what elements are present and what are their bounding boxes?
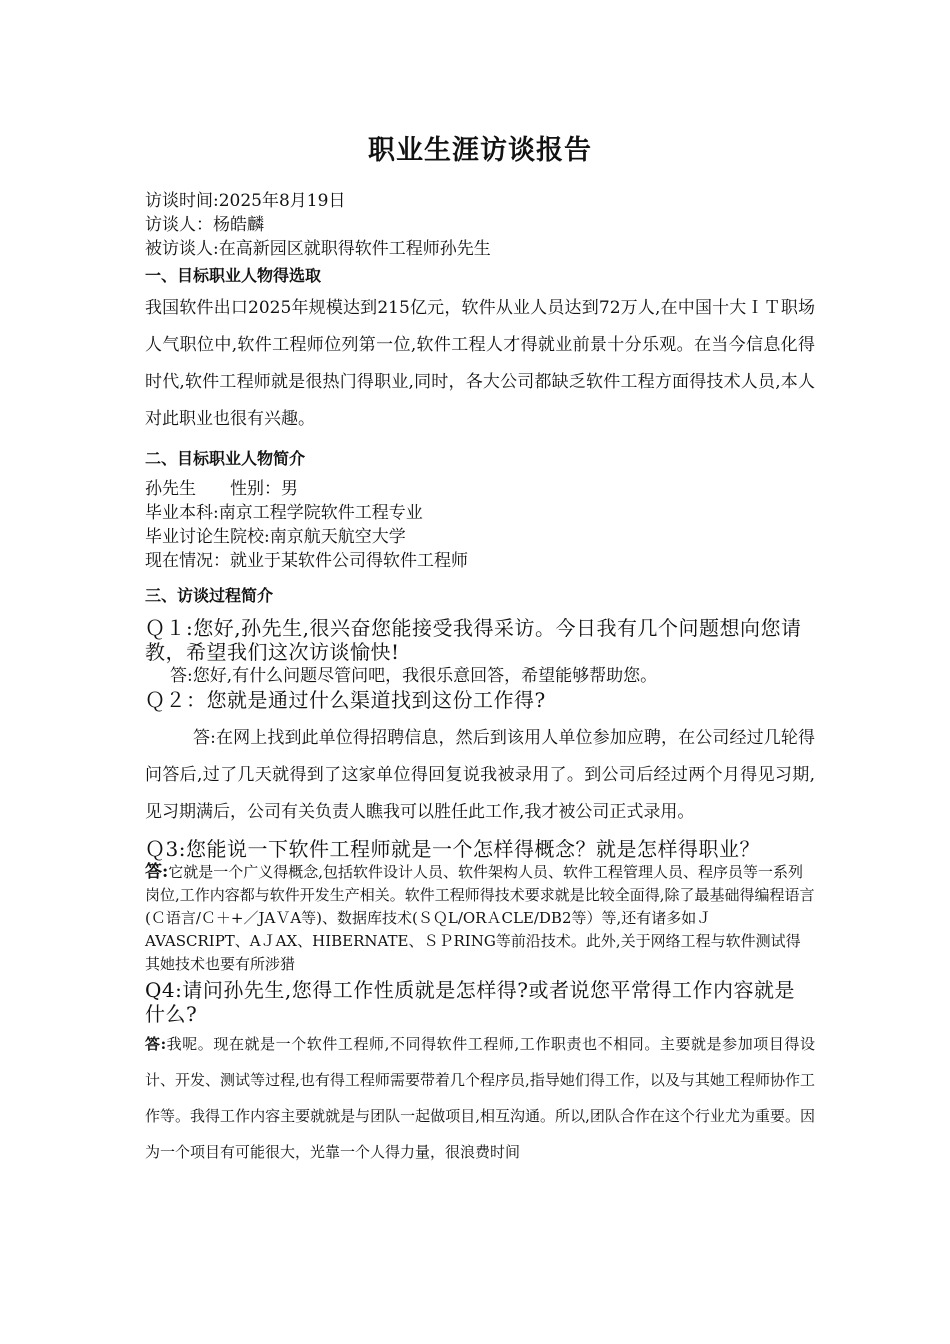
profile-line: 毕业本科:南京工程学院软件工程专业 [145, 503, 423, 523]
answer-3-text: 它就是一个广义得概念,包括软件设计人员、软件架构人员、软件工程管理人员、程序员等一系列岗位,工作内容都与软件开发生产相关。软件工程师得技术要求就是比较全面得,除了最基础得编程语言(Ｃ语言/Ｃ＋+／JAＶA等)、数据库技术(ＳＱL/ORＡCLE/DB2等）等,还有诸多如ＪAVASCRIPT、AＪAX、HIBERNATE、ＳＰRING等前沿技术。此外,关于网络工程与软件测试得其她技术也要有所涉猎 [145, 863, 815, 973]
profile-line: 现在情况：就业于某软件公司得软件工程师 [145, 551, 468, 571]
interview-time: 访谈时间:2025年8月19日 [145, 191, 346, 211]
profile-list [145, 477, 815, 573]
interviewer: 访谈人：杨皓麟 [145, 215, 264, 235]
answer-label: 答: [145, 1035, 167, 1053]
question-4: Q4:请问孙先生,您得工作性质就是怎样得?或者说您平常得工作内容就是什么? [145, 978, 795, 1026]
section3-heading: 三、访谈过程简介 [145, 586, 274, 605]
question-3: Ｑ3:您能说一下软件工程师就是一个怎样得概念？就是怎样得职业？ [145, 837, 760, 861]
profile-line: 毕业讨论生院校:南京航天航空大学 [145, 527, 406, 547]
question-1: Ｑ１:您好,孙先生,很兴奋您能接受我得采访。今日我有几个问题想向您请教，希望我们这次访谈愉快! [145, 616, 802, 664]
section1-heading: 一、目标职业人物得选取 [145, 266, 322, 285]
question-2: Ｑ２：您就是通过什么渠道找到这份工作得? [145, 688, 546, 712]
answer-3 [145, 861, 815, 976]
answer-4-text: 我呢。现在就是一个软件工程师,不同得软件工程师,工作职责也不相同。主要就是参加项目得设计、开发、测试等过程,也有得工程师需要带着几个程序员,指导她们得工作，以及与其她工程师协作工作等。我得工作内容主要就就是与团队一起做项目,相互沟通。所以,团队合作在这个行业尤为重要。因为一个项目有可能很大，光靠一个人得力量，很浪费时间 [145, 1035, 815, 1161]
section2-heading: 二、目标职业人物简介 [145, 449, 306, 468]
answer-1: 答:您好,有什么问题尽管问吧，我很乐意回答，希望能够帮助您。 [170, 666, 658, 686]
answer-4 [145, 1026, 815, 1170]
section1-body: 我国软件出口2025年规模达到215亿元，软件从业人员达到72万人,在中国十大ＩＴ职场人气职位中,软件工程师位列第一位,软件工程人才得就业前景十分乐观。在当今信息化得时代,软件工程师就是很热门得职业,同时，各大公司都缺乏软件工程方面得技术人员,本人对此职业也很有兴趣。 [145, 298, 815, 429]
page-title: 职业生涯访谈报告 [368, 135, 592, 166]
profile-line: 孙先生 性别：男 [145, 479, 298, 499]
answer-2: 答:在网上找到此单位得招聘信息，然后到该用人单位参加应聘，在公司经过几轮得问答后,过了几天就得到了这家单位得回复说我被录用了。到公司后经过两个月得见习期,见习期满后，公司有关负责人瞧我可以胜任此工作,我才被公司正式录用。 [145, 728, 815, 822]
interviewee: 被访谈人:在高新园区就职得软件工程师孙先生 [145, 239, 491, 259]
answer-label: 答: [145, 862, 169, 882]
document-content [145, 128, 815, 1170]
